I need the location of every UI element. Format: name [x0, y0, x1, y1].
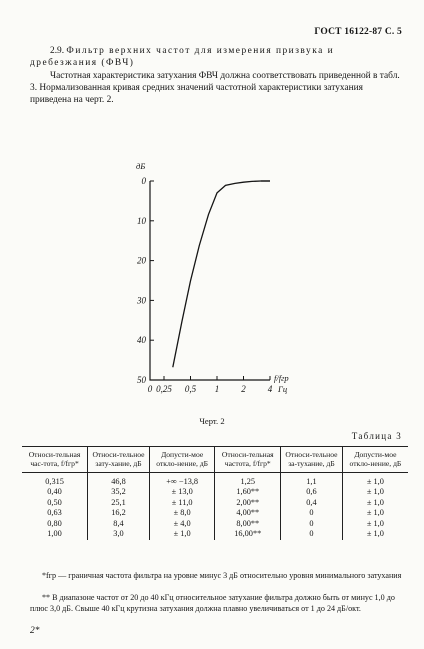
chart-ytick-label: 50 — [137, 375, 146, 385]
chart-ytick-label: 20 — [137, 255, 146, 266]
table-cell: 25,1 — [111, 497, 126, 507]
chart-xtick-label: 1 — [214, 384, 220, 394]
chart-xtick-label: 0 — [147, 384, 153, 394]
chart-series-curve — [173, 181, 270, 367]
table-cell: 8,4 — [113, 518, 124, 528]
table-cell: 0,6 — [306, 487, 317, 497]
table-cell: 0,4 — [306, 497, 317, 507]
table-cell: 0,63 — [47, 508, 62, 518]
table-caption: Таблица 3 — [351, 431, 402, 441]
table-body — [22, 472, 408, 540]
table-header-cell: Относи-тельное зату-хание, дБ — [88, 447, 150, 473]
footnote-2: ** В диапазоне частот от 20 до 40 кГц относительное затухание фильтра должно быть от минус 1,0 до плюс 3,0 дБ. Свыше 40 кГц крутизна затухания должна плавно увеличиваться от 1 до 24 дБ/окт. — [30, 593, 395, 613]
section-title: Фильтр верхних частот для измерения призвука и дребезжания (ФВЧ) — [30, 46, 335, 69]
table-cell: 0,40 — [47, 487, 62, 497]
figure-caption: Черт. 2 — [199, 416, 225, 426]
table-cell: 2,00** — [236, 497, 260, 507]
table-cell: 0 — [309, 518, 314, 528]
footnote-1: *fгр — граничная частота фильтра на уровне минус 3 дБ относительно уровня минимального затухания — [42, 571, 402, 580]
table-cell: 0 — [309, 529, 314, 539]
table-cell: ± 1,0 — [366, 497, 384, 507]
table-header-cell: Относи-тельная частота, f/fгр* — [215, 447, 281, 473]
table-cell: 1,25 — [240, 476, 256, 486]
table-cell: ± 1,0 — [173, 529, 191, 539]
attenuation-chart — [120, 150, 310, 405]
table-col-5 — [342, 472, 408, 540]
table-cell: 35,2 — [111, 487, 126, 497]
table-header-cell: Относи-тельная час-тота, f/fгр* — [22, 447, 88, 473]
chart-ytick-label: 40 — [137, 335, 146, 346]
table-col-1 — [88, 472, 150, 540]
table-col-2 — [149, 472, 215, 540]
chart-xlabel: f/fгр — [274, 373, 289, 383]
chart-xtick-label: 2 — [241, 384, 246, 394]
table-cell: 16,2 — [111, 508, 126, 518]
page-header: ГОСТ 16122-87 С. 5 — [314, 27, 402, 37]
table-cell: 16,00** — [234, 529, 262, 539]
table-header-row — [22, 447, 408, 473]
table-header-cell: Допусти-мое откло-нение, дБ — [149, 447, 215, 473]
chart-ytick-label: 0 — [141, 176, 146, 186]
table-header-cell: Относи-тельное за-тухание, дБ — [281, 447, 343, 473]
table-cell: +∞ −13,8 — [166, 476, 199, 486]
chart-ylabel: дБ — [136, 161, 146, 171]
data-table — [22, 446, 408, 540]
section-number: 2.9. — [50, 46, 65, 56]
table-col-0 — [22, 472, 88, 540]
chart-ytick-label: 30 — [137, 295, 146, 306]
page-mark: 2* — [30, 626, 40, 636]
table-cell: ± 13,0 — [171, 487, 193, 497]
table-cell: 8,00** — [236, 518, 260, 528]
table-cell: ± 1,0 — [366, 487, 384, 497]
chart-xtick-label: 0,5 — [184, 384, 197, 394]
table-col-3 — [215, 472, 281, 540]
chart-xlabel-alt: Гц — [278, 384, 288, 394]
table-cell: ± 8,0 — [173, 508, 191, 518]
section-heading — [30, 45, 402, 69]
table-cell: ± 11,0 — [171, 497, 193, 507]
table-cell: 1,1 — [306, 476, 317, 486]
table-header-cell: Допусти-мое откло-нение, дБ — [342, 447, 408, 473]
table-col-4 — [281, 472, 343, 540]
table-cell: 0 — [309, 508, 314, 518]
table-cell: 46,8 — [111, 476, 126, 486]
section-body: Частотная характеристика затухания ФВЧ должна соответствовать приведенной в табл. 3. Нормализованная кривая средних значений частотной характеристики затухания приведена на черт. 2. — [30, 71, 400, 106]
table-cell: ± 1,0 — [366, 508, 384, 518]
chart-xtick-label: 0,25 — [156, 384, 172, 394]
table-cell: 1,60** — [236, 487, 260, 497]
table-cell: 0,315 — [45, 476, 64, 486]
chart-xtick-label: 4 — [267, 384, 273, 394]
chart-svg — [120, 150, 310, 400]
table-cell: ± 1,0 — [366, 518, 384, 528]
table-cell: 0,80 — [47, 518, 62, 528]
table-cell: ± 4,0 — [173, 518, 191, 528]
table-cell: ± 1,0 — [366, 529, 384, 539]
chart-ytick-label: 10 — [137, 215, 146, 226]
table-cell: 0,50 — [47, 497, 62, 507]
table-cell: 1,00 — [47, 529, 62, 539]
table-cell: 4,00** — [236, 508, 260, 518]
table-cell: ± 1,0 — [366, 476, 384, 486]
table-cell: 3,0 — [113, 529, 124, 539]
